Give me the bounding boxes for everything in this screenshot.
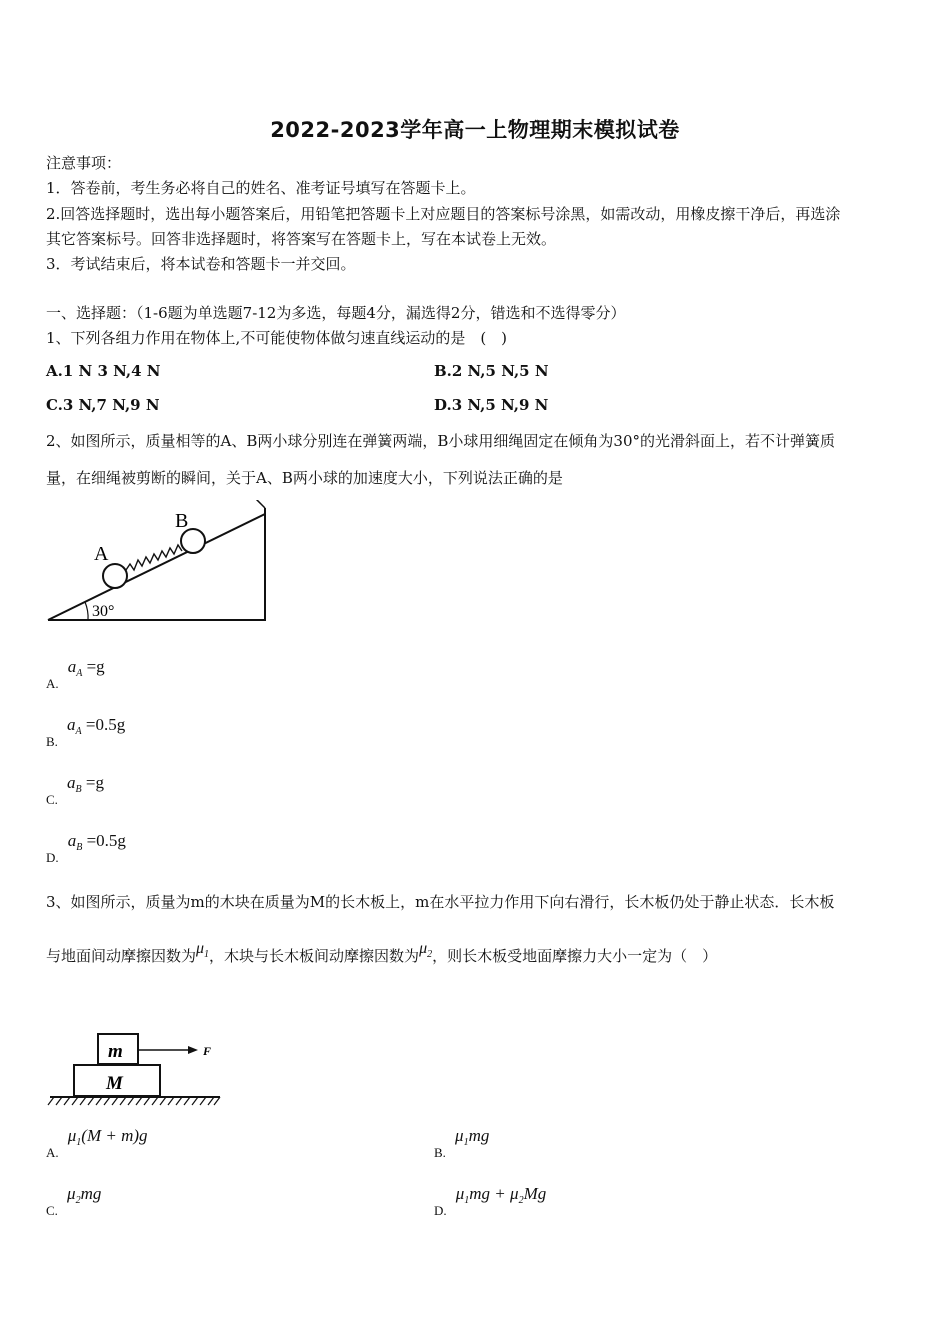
option-letter: D. (46, 850, 59, 865)
math-sub: 1 (463, 1137, 469, 1148)
q1-stem: 1、下列各组力作用在物体上,不可能使物体做匀速直线运动的是 ( ) (46, 329, 508, 347)
q1-option-a: A.1 N 3 N,4 N (46, 362, 161, 380)
option-letter: A. (46, 676, 59, 691)
q2-incline-figure (40, 500, 280, 630)
angle-label: 30° (92, 603, 115, 620)
q1-option-b: B.2 N,5 N,5 N (434, 362, 549, 380)
q3-stem-part-c: ，则长木板受地面摩擦力大小一定为（ ） (432, 947, 718, 965)
q3-option-b (434, 1126, 490, 1160)
mu2-sub: 2 (427, 949, 433, 960)
mu1-sub: 1 (204, 949, 210, 960)
ball-b (181, 529, 205, 553)
q2-option-b (46, 715, 126, 749)
large-block-label: M (106, 1073, 123, 1094)
ball-a (103, 564, 127, 588)
math-rhs: =g (86, 657, 105, 676)
q3-stem-line2 (46, 940, 718, 968)
angle-arc (85, 602, 88, 620)
math-mu: μ (67, 1126, 77, 1145)
notice-item-3: 3．考试结束后，将本试卷和答题卡一并交回。 (46, 255, 356, 273)
q2-option-c (46, 773, 104, 807)
option-letter: C. (46, 792, 58, 807)
math-mu: μ (455, 1184, 465, 1203)
math-rest: (M + m)g (81, 1126, 148, 1145)
math-var: a (67, 773, 76, 792)
math-sub: A (76, 668, 83, 679)
q3-stem-line1: 3、如图所示，质量为m的木块在质量为M的长木板上，m在水平拉力作用下向右滑行，长木板仍处于静止状态．长木板 (46, 893, 835, 911)
math-sub: 2 (75, 1195, 81, 1206)
q1-option-d: D.3 N,5 N,9 N (434, 396, 549, 414)
math-var: a (67, 657, 77, 676)
label-a: A (94, 543, 109, 565)
force-arrowhead (188, 1046, 198, 1054)
option-letter: C. (46, 1203, 58, 1218)
q3-option-a (46, 1126, 148, 1160)
math-mu: μ (67, 1184, 76, 1203)
math-sub: 1 (76, 1137, 82, 1148)
math-rhs: =0.5g (85, 715, 126, 734)
q1-option-c: C.3 N,7 N,9 N (46, 396, 160, 414)
math-var: a (67, 715, 76, 734)
option-letter: A. (46, 1145, 59, 1160)
math-sub: B (76, 842, 83, 853)
notice-item-2: 2.回答选择题时，选出每小题答案后，用铅笔把答题卡上对应题目的答案标号涂黑，如需改动，用橡皮擦干净后，再选涂 (46, 205, 841, 223)
math-rest: mg + μ (469, 1184, 519, 1203)
incline (48, 500, 265, 620)
math-rest: mg (468, 1126, 490, 1145)
option-letter: B. (434, 1145, 446, 1160)
label-b: B (175, 510, 189, 532)
math-sub: A (75, 726, 82, 737)
q2-option-d (46, 831, 126, 865)
math-sub: 1 (464, 1195, 470, 1206)
math-rhs: =g (85, 773, 104, 792)
math-rest: mg (80, 1184, 102, 1203)
option-letter: B. (46, 734, 58, 749)
ground (48, 1097, 220, 1105)
q3-block-figure (46, 1028, 226, 1110)
math-rhs: =0.5g (86, 831, 126, 850)
q2-stem-line2: 量，在细绳被剪断的瞬间，关于A、B两小球的加速度大小，下列说法正确的是 (46, 469, 563, 487)
option-letter: D. (434, 1203, 447, 1218)
math-sub-2: 2 (518, 1195, 524, 1206)
q3-option-d (434, 1184, 547, 1218)
q3-stem-part-a: 与地面间动摩擦因数为 (46, 947, 197, 965)
spring (126, 545, 182, 570)
math-sub: B (75, 784, 82, 795)
section-heading: 一、选择题：（1-6题为单选题7-12为多选，每题4分，漏选得2分，错选和不选得零分） (46, 304, 626, 322)
small-block-label: m (108, 1041, 123, 1062)
q2-stem-line1: 2、如图所示，质量相等的A、B两小球分别连在弹簧两端，B小球用细绳固定在倾角为30°的光滑斜面上，若不计弹簧质 (46, 432, 836, 450)
notice-item-1: 1．答卷前，考生务必将自己的姓名、准考证号填写在答题卡上。 (46, 179, 476, 197)
math-var: a (67, 831, 77, 850)
mu2-symbol: μ (419, 940, 428, 957)
notice-item-2-cont: 其它答案标号。回答非选择题时，将答案写在答题卡上，写在本试卷上无效。 (46, 230, 557, 248)
page-title: 2022-2023学年高一上物理期末模拟试卷 (270, 118, 680, 142)
force-label: F (203, 1044, 212, 1058)
mu1-symbol: μ (196, 940, 205, 957)
notice-heading: 注意事项： (46, 154, 122, 172)
q3-option-c (46, 1184, 102, 1218)
math-rest-2: Mg (523, 1184, 547, 1203)
math-mu: μ (455, 1126, 464, 1145)
q3-stem-part-b: ，木块与长木板间动摩擦因数为 (209, 947, 420, 965)
q2-option-a (46, 657, 105, 691)
